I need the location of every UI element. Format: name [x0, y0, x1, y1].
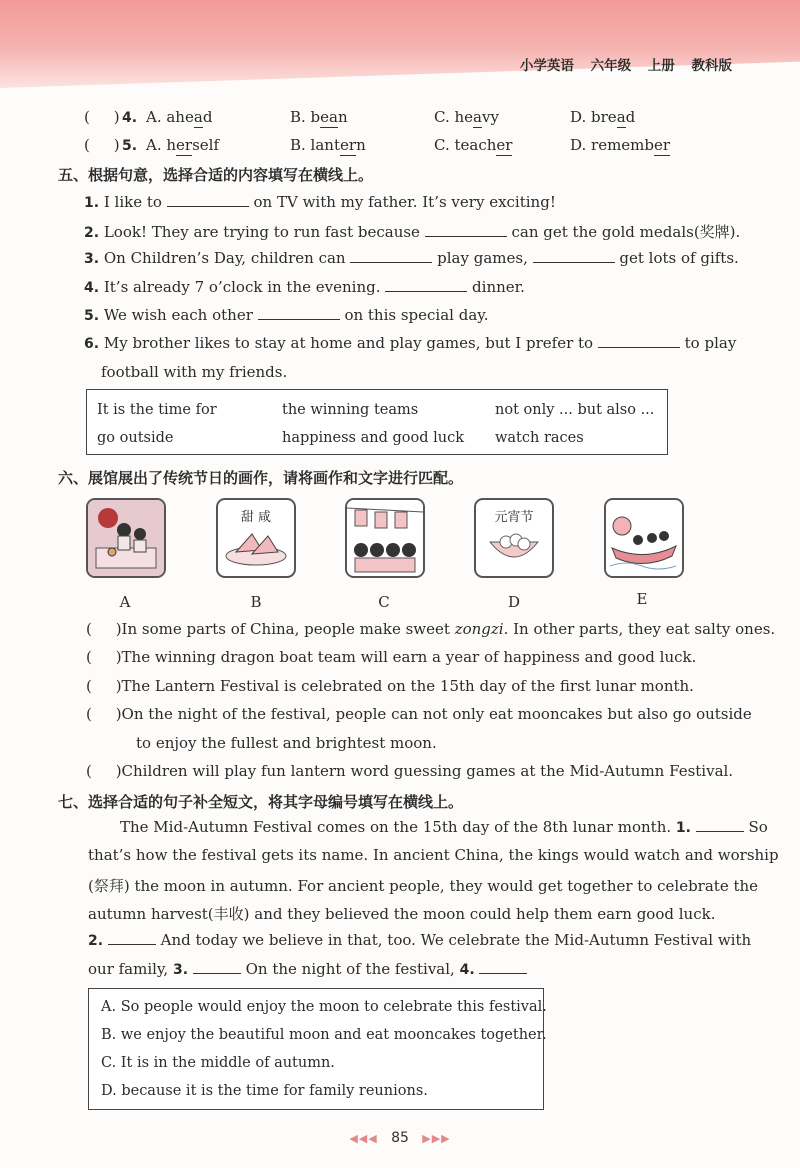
- option-item: A. So people would enjoy the moon to celebrate this festival.: [101, 999, 547, 1015]
- header-band: [0, 0, 800, 88]
- answer-paren[interactable]: ( ): [86, 705, 122, 723]
- s5-q2: 2. Look! They are trying to run fast because can get the gold medals(奖牌).: [84, 223, 741, 241]
- section5-heading: 五、根据句意，选择合适的内容填写在横线上。: [58, 166, 374, 184]
- phonics-row-5: ( ) 5. A. herself B. lantern C. teacher D. remember: [84, 136, 671, 154]
- section6-heading: 六、展馆展出了传统节日的画作，请将画作和文字进行匹配。: [58, 469, 464, 487]
- picture-label: C: [378, 593, 390, 611]
- answer-blank[interactable]: [193, 961, 241, 974]
- answer-blank[interactable]: [533, 250, 615, 263]
- s6-sentence-3: ( )The Lantern Festival is celebrated on the 15th day of the first lunar month.: [86, 677, 694, 695]
- picture-c-lantern-riddles: [345, 498, 425, 578]
- word-bank-item: go outside: [97, 430, 174, 446]
- word-bank-item: watch races: [495, 430, 584, 446]
- s6-sentence-1: ( )In some parts of China, people make sweet zongzi. In other parts, they eat salty ones.: [86, 620, 776, 638]
- option-b: B. lantern: [290, 136, 366, 154]
- s6-sentence-4: ( )On the night of the festival, people can not only eat mooncakes but also go outside: [86, 705, 752, 723]
- word-bank-item: not only ... but also ...: [495, 402, 655, 418]
- answer-blank[interactable]: [385, 279, 467, 292]
- picture-label: A: [119, 593, 131, 611]
- s5-q6: 6. My brother likes to stay at home and play games, but I prefer to to play: [84, 334, 737, 352]
- answer-paren[interactable]: ( ): [86, 648, 122, 666]
- passage-line-1: The Mid-Autumn Festival comes on the 15th day of the 8th lunar month. 1. So: [120, 818, 768, 836]
- answer-paren[interactable]: ( ): [86, 620, 122, 638]
- options-box: [88, 988, 547, 1110]
- answer-blank[interactable]: [479, 961, 527, 974]
- option-d: D. remember: [570, 136, 671, 154]
- answer-paren[interactable]: ( ): [86, 762, 122, 780]
- option-item: C. It is in the middle of autumn.: [101, 1055, 335, 1071]
- option-item: D. because it is the time for family reunions.: [101, 1083, 428, 1099]
- option-a: A. herself: [146, 136, 220, 154]
- picture-e-dragon-boat: [604, 498, 684, 578]
- picture-b-text: 甜 咸: [240, 510, 272, 525]
- prev-arrows-icon: ◀◀◀: [349, 1132, 378, 1145]
- word-bank-item: the winning teams: [282, 402, 419, 418]
- picture-d-tangyuan: [474, 498, 554, 578]
- option-c: C. teacher: [434, 136, 513, 154]
- grade: 六年级: [590, 58, 632, 74]
- passage-line-6: our family, 3. On the night of the festival, 4.: [88, 960, 527, 978]
- answer-paren[interactable]: ( ): [84, 108, 120, 126]
- answer-blank[interactable]: [598, 335, 680, 348]
- passage-line-2: that’s how the festival gets its name. In ancient China, the kings would watch and worship: [88, 846, 779, 864]
- passage-line-3: (祭拜) the moon in autumn. For ancient people, they would get together to celebrate the: [88, 877, 759, 895]
- page-number: 85: [391, 1130, 409, 1146]
- picture-b-zongzi: [216, 498, 296, 578]
- word-bank-box: [86, 389, 668, 455]
- volume: 上册: [647, 58, 675, 74]
- picture-a-moon-viewing: [86, 498, 166, 578]
- answer-blank[interactable]: [350, 250, 432, 263]
- passage-line-5: 2. And today we believe in that, too. We celebrate the Mid-Autumn Festival with: [88, 931, 752, 949]
- page-footer: [0, 1130, 800, 1146]
- s5-q1: 1. I like to on TV with my father. It’s very exciting!: [84, 193, 556, 211]
- section7-heading: 七、选择合适的句子补全短文，将其字母编号填写在横线上。: [58, 793, 464, 811]
- picture-label: B: [250, 593, 262, 611]
- subject: 小学英语: [519, 58, 574, 74]
- book-info: [508, 54, 732, 74]
- s5-q4: 4. It’s already 7 o’clock in the evening. dinner.: [84, 278, 525, 296]
- answer-blank[interactable]: [425, 224, 507, 237]
- option-item: B. we enjoy the beautiful moon and eat mooncakes together.: [101, 1027, 547, 1043]
- option-d: D. bread: [570, 108, 636, 126]
- s6-sentence-5: ( )Children will play fun lantern word guessing games at the Mid-Autumn Festival.: [86, 762, 734, 780]
- next-arrows-icon: ▶▶▶: [422, 1132, 451, 1145]
- s5-q5: 5. We wish each other on this special day.: [84, 306, 489, 324]
- picture-label: E: [636, 590, 648, 608]
- word-bank-item: happiness and good luck: [282, 430, 464, 446]
- answer-blank[interactable]: [258, 307, 340, 320]
- s6-sentence-2: ( )The winning dragon boat team will earn a year of happiness and good luck.: [86, 648, 697, 666]
- picture-label: D: [507, 593, 521, 611]
- picture-d-text: 元宵节: [494, 510, 534, 525]
- answer-blank[interactable]: [696, 819, 744, 832]
- edition: 教科版: [691, 58, 732, 74]
- answer-blank[interactable]: [108, 932, 156, 945]
- s5-q6-cont: football with my friends.: [101, 363, 288, 381]
- option-b: B. bean: [290, 108, 348, 126]
- answer-paren[interactable]: ( ): [84, 136, 120, 154]
- option-c: C. heavy: [434, 108, 499, 126]
- phonics-row-4: ( ) 4. A. ahead B. bean C. heavy D. bread: [84, 108, 636, 126]
- passage-line-4: autumn harvest(丰收) and they believed the moon could help them earn good luck.: [88, 905, 716, 923]
- option-a: A. ahead: [146, 108, 213, 126]
- s5-q3: 3. On Children’s Day, children can play games, get lots of gifts.: [84, 249, 739, 267]
- word-bank-item: It is the time for: [97, 402, 217, 418]
- answer-paren[interactable]: ( ): [86, 677, 122, 695]
- s6-sentence-4-cont: to enjoy the fullest and brightest moon.: [136, 734, 437, 752]
- answer-blank[interactable]: [167, 194, 249, 207]
